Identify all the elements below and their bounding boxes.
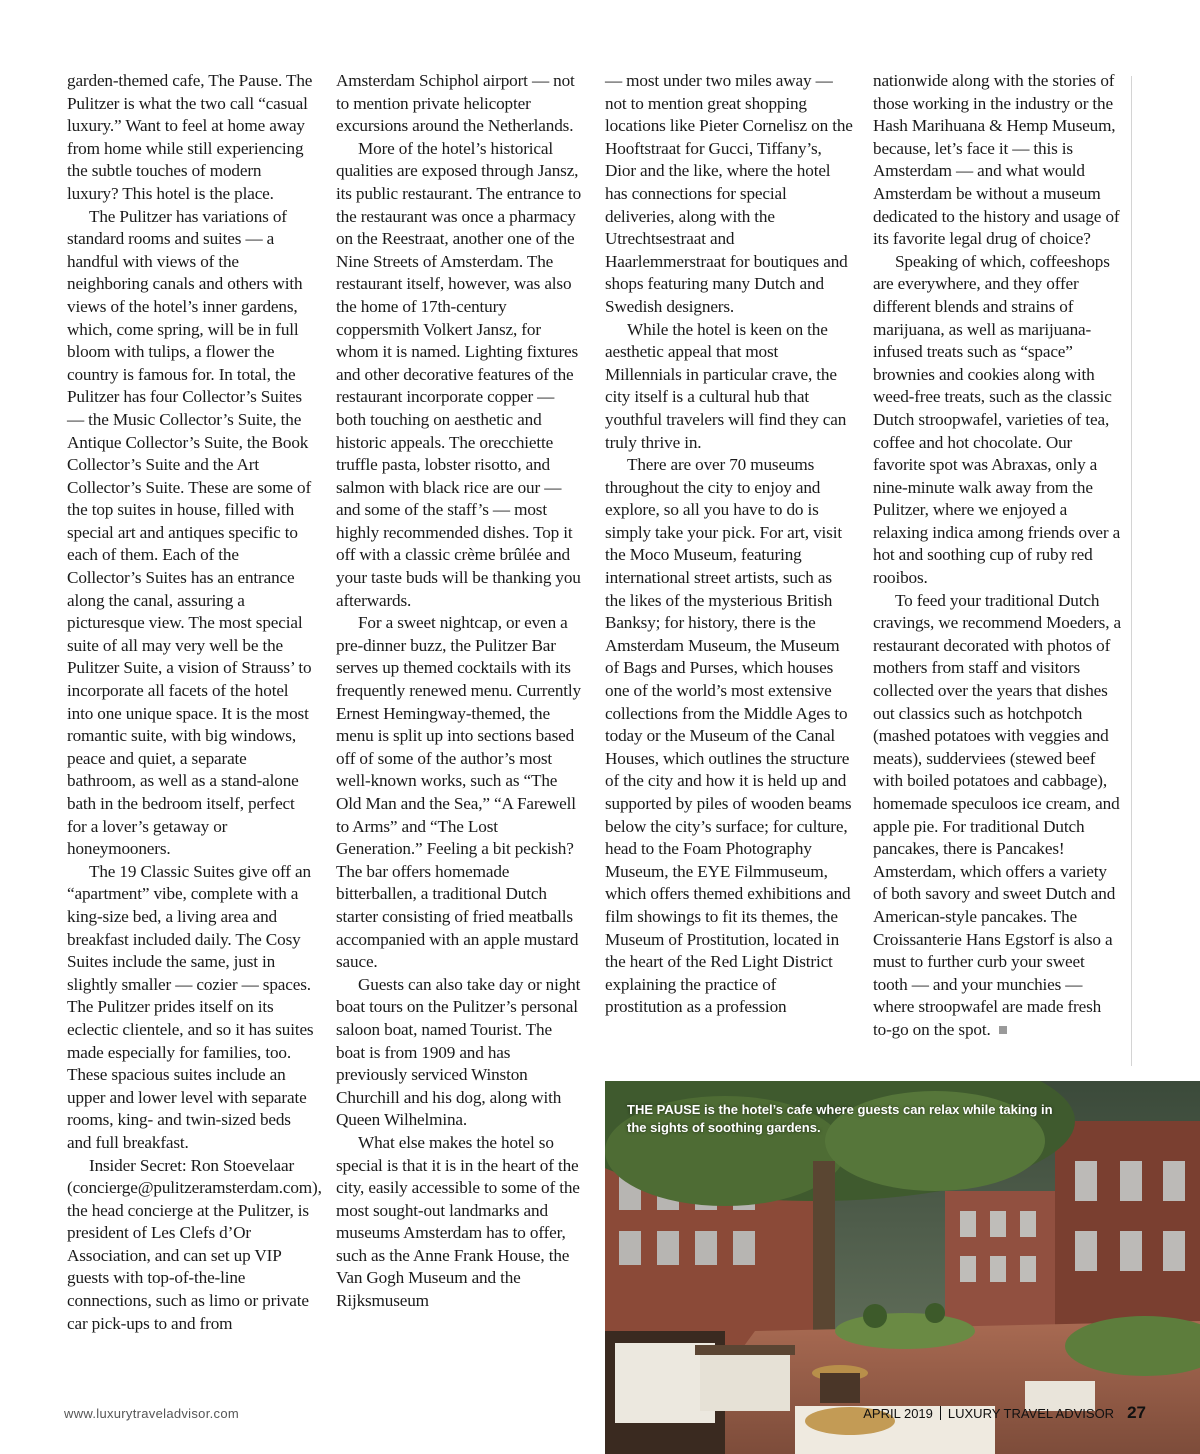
page-footer bbox=[863, 1403, 1146, 1423]
issue-date: APRIL 2019 bbox=[863, 1405, 933, 1421]
paragraph: While the hotel is keen on the aesthetic appeal that most Millennials in particular crave, the city itself is a cultural hub that youthful travelers will find they can truly thrive in. bbox=[605, 319, 847, 452]
paragraph: What else makes the hotel so special is that it is in the heart of the city, easily accessible to some of the most sought-out landmarks and museums Amsterdam has to offer, such as the Anne Frank House, the Van Gogh Museum and the Rijksmuseum bbox=[336, 1132, 580, 1311]
footer-website: www.luxurytraveladvisor.com bbox=[64, 1406, 239, 1421]
paragraph: Guests can also take day or night boat tours on the Pulitzer’s personal saloon boat, named Tourist. The boat is from 1909 and has previously serviced Winston Churchill and his dog, along with Queen Wilhelmina. bbox=[336, 974, 581, 1130]
article-column-1 bbox=[67, 70, 322, 1335]
article-column-2 bbox=[336, 70, 584, 1313]
article-column-3 bbox=[605, 70, 853, 1019]
column-rule bbox=[1131, 76, 1132, 1066]
paragraph: For a sweet nightcap, or even a pre-dinner buzz, the Pulitzer Bar serves up themed cocktails with its frequently renewed menu. Currently Ernest Hemingway-themed, the menu is split up into sections based off of some of the author’s most well-known works, such as “The Old Man and the Sea,” “A Farewell to Arms” and “The Lost Generation.” Feeling a bit peckish? The bar offers homemade bitterballen, a traditional Dutch starter consisting of fried meatballs accompanied with an apple mustard sauce. bbox=[336, 613, 581, 972]
paragraph: The Pulitzer has variations of standard rooms and suites — a handful with views of the neighboring canals and others with views of the hotel’s inner gardens, which, come spring, will be in full bloom with tulips, a flower the country is famous for. In total, the Pulitzer has four Collector’s Suites — the Music Collector’s Suite, the Antique Collector’s Suite, the Book Collector’s Suite and the Art Collector’s Suite. These are some of the top suites in house, filled with special art and antiques specific to each of them. Each of the Collector’s Suites has an entrance along the canal, assuring a picturesque view. The most special suite of all may very well be the Pulitzer Suite, a vision of Strauss’ to incorporate all facets of the hotel into one unique space. It is the most romantic suite, with big windows, peace and quiet, a separate bathroom, as well as a stand-alone bath in the bedroom itself, perfect for a lover’s getaway or honeymooners. bbox=[67, 206, 312, 859]
paragraph: Speaking of which, coffeeshops are everywhere, and they offer different blends and strains of marijuana, as well as marijuana-infused treats such as “space” brownies and cookies along with weed-free treats, such as the classic Dutch stroopwafel, varieties of tea, coffee and hot chocolate. Our favorite spot was Abraxas, only a nine-minute walk away from the Pulitzer, where we enjoyed a relaxing indica among friends over a hot and soothing cup of ruby red rooibos. bbox=[873, 251, 1121, 588]
footer-divider bbox=[940, 1406, 941, 1420]
paragraph: Insider Secret: Ron Stoevelaar (concierge@pulitzeramsterdam.com), the head concierge at the Pulitzer, is president of Les Clefs d’Or Association, and can set up VIP guests with top-of-the-line connections, such as limo or private car pick-ups to and from bbox=[67, 1155, 322, 1333]
paragraph: The 19 Classic Suites give off an “apartment” vibe, complete with a king-size bed, a living area and breakfast included daily. The Cosy Suites include the same, just in slightly smaller — cozier — spaces. The Pulitzer prides itself on its eclectic clientele, and so it has suites made especially for families, too. These spacious suites include an upper and lower level with separate rooms, king- and twin-sized beds and full breakfast. bbox=[67, 861, 314, 1152]
end-of-article-mark bbox=[999, 1026, 1007, 1034]
paragraph: More of the hotel’s historical qualities are exposed through Jansz, its public restaurant. The entrance to the restaurant was once a pharmacy on the Reestraat, another one of the Nine Streets of Amsterdam. The restaurant itself, however, was also the home of 17th-century coppersmith Volkert Jansz, for whom it is named. Lighting fixtures and other decorative features of the restaurant incorporate copper — both touching on aesthetic and historic appeals. The orecchiette truffle pasta, lobster risotto, and salmon with black rice are our — and some of the staff’s — most highly recommended dishes. Top it off with a classic crème brûlée and your taste buds will be thanking you afterwards. bbox=[336, 138, 582, 610]
garden-cafe-photo bbox=[605, 1081, 1200, 1454]
paragraph: garden-themed cafe, The Pause. The Pulitzer is what the two call “casual luxury.” Want to feel at home away from home while still experiencing the subtle touches of modern luxury? This hotel is the place. bbox=[67, 71, 313, 203]
paragraph bbox=[873, 590, 1121, 1042]
paragraph: Amsterdam Schiphol airport — not to mention private helicopter excursions around the Netherlands. bbox=[336, 71, 575, 136]
article-column-4 bbox=[873, 70, 1121, 1042]
paragraph: — most under two miles away — not to mention great shopping locations like Pieter Cornelisz on the Hooftstraat for Gucci, Tiffany’s, Dior and the like, where the hotel has connections for special deliveries, along with the Utrechtsestraat and Haarlemmerstraat for boutiques and shops featuring many Dutch and Swedish designers. bbox=[605, 71, 853, 316]
page-number: 27 bbox=[1127, 1403, 1146, 1422]
paragraph: There are over 70 museums throughout the city to enjoy and explore, so all you have to do is simply take your pick. For art, visit the Moco Museum, featuring international street artists, such as the likes of the mysterious British Banksy; for history, there is the Amsterdam Museum, the Museum of Bags and Purses, which houses one of the world’s most extensive collections from the Middle Ages to today or the Museum of the Canal Houses, which outlines the structure of the city and how it is held up and supported by piles of wooden beams below the city’s surface; for culture, head to the Foam Photography Museum, the EYE Filmmuseum, which offers themed exhibitions and film showings to fit its themes, the Museum of Prostitution, located in the heart of the Red Light District explaining the practice of prostitution as a profession bbox=[605, 455, 852, 1017]
photo-caption: THE PAUSE is the hotel’s cafe where guests can relax while taking in the sights of soothing gardens. bbox=[627, 1102, 1053, 1135]
paragraph-text: To feed your traditional Dutch cravings, we recommend Moeders, a restaurant decorated with photos of mothers from staff and visitors collected over the years that dishes out classics such as hotchpotch (mashed potatoes with veggies and meats), sudderviees (stewed beef with boiled potatoes and cabbage), homemade speculoos ice cream, and apple pie. For traditional Dutch pancakes, there is Pancakes! Amsterdam, which offers a variety of both savory and sweet Dutch and American-style pancakes. The Croissanterie Hans Egstorf is also a must to further curb your sweet tooth — and your munchies — where stroopwafel are made fresh to-go on the spot. bbox=[873, 590, 1121, 1039]
magazine-name: LUXURY TRAVEL ADVISOR bbox=[947, 1405, 1115, 1421]
paragraph: nationwide along with the stories of those working in the industry or the Hash Marihuana & Hemp Museum, because, let’s face it — this is Amsterdam — and what would Amsterdam be without a museum dedicated to the history and usage of its favorite legal drug of choice? bbox=[873, 71, 1120, 249]
